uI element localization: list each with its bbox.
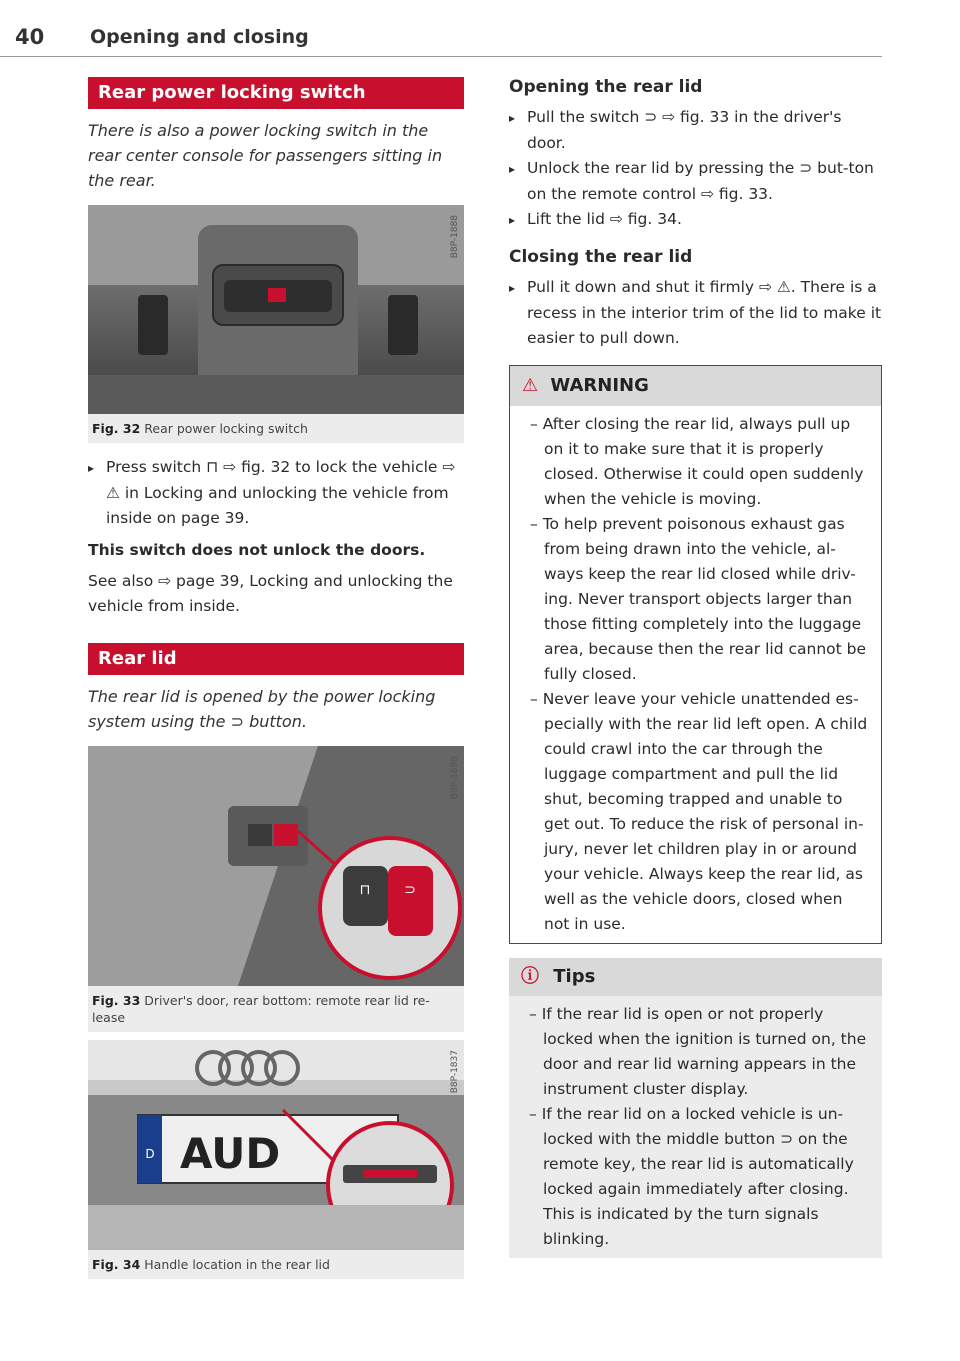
figure-label: Fig. 34 — [92, 1257, 141, 1272]
figure-label: Fig. 33 — [92, 993, 141, 1008]
page-header — [0, 22, 882, 57]
plate-country: D — [145, 1147, 155, 1161]
svg-text:⊃: ⊃ — [404, 882, 416, 898]
tips-title: Tips — [553, 966, 596, 987]
figure-32-image — [88, 205, 464, 414]
tips-box — [509, 958, 882, 1258]
tips-header — [509, 958, 882, 996]
list-item: – If the rear lid on a locked vehicle is un-locked with the middle button ⊃ on the remote key, the rear lid is automatically locked again immediately after closing. This is indicated by the turn signals blinking. — [529, 1105, 854, 1248]
plate-text: AUD — [180, 1129, 281, 1178]
warning-triangle-icon: ⚠ — [522, 375, 539, 396]
warning-header — [510, 366, 881, 406]
svg-text:⊓: ⊓ — [359, 882, 371, 898]
figure-caption-text: Rear power locking switch — [144, 421, 308, 436]
figure-code: B8P-1698 — [450, 756, 460, 800]
section-intro: There is also a power locking switch in the rear center console for passengers sitting in the rear. — [88, 121, 443, 190]
list-item-text: To help prevent poisonous exhaust gas from being drawn into the vehicle, al-ways keep the rear lid closed while driv-ing. Never transport objects larger than those fitting completely into the luggage area, because then the rear lid cannot be fully closed. — [542, 515, 867, 683]
list-item-text: Never leave your vehicle unattended es-pecially with the rear lid left open. A child could crawl into the car through the luggage compartment and pull the lid shut, becoming trapped and unable to get out. To reduce the risk of personal in-jury, never let children play in or around your vehicle. Always keep the rear lid, as well as the vehicle doors, closed when not in use. — [542, 690, 868, 933]
bold-note: This switch does not unlock the doors. — [88, 541, 426, 559]
door-release-illustration — [88, 746, 464, 986]
chapter-title: Opening and closing — [90, 26, 309, 48]
rear-lid-handle-illustration — [88, 1040, 464, 1250]
figure-label: Fig. 32 — [92, 421, 141, 436]
list-item: ▸ Pull it down and shut it firmly ⇨ ⚠. There is a recess in the interior trim of the lid to make it easier to pull down. — [509, 275, 882, 351]
list-item: ▸ Unlock the rear lid by pressing the ⊃ but-ton on the remote control ⇨ fig. 33. — [509, 156, 882, 207]
figure-caption — [88, 1250, 464, 1279]
list-item: – To help prevent poisonous exhaust gas from being drawn into the vehicle, al-ways keep the rear lid closed while driv-ing. Never transport objects larger than those fitting completely into the luggage area, because then the rear lid cannot be fully closed. — [530, 515, 867, 683]
warning-title: WARNING — [550, 375, 649, 396]
see-also: See also ⇨ page 39, Locking and unlocking the vehicle from inside. — [88, 572, 453, 615]
page-number: 40 — [15, 25, 45, 49]
figure-caption — [88, 414, 464, 443]
list-item: ▸ Pull the switch ⊃ ⇨ fig. 33 in the driver's door. — [509, 105, 882, 156]
warning-box — [509, 365, 882, 944]
figure-32 — [88, 205, 464, 443]
list-item-text: If the rear lid on a locked vehicle is un-locked with the middle button ⊃ on the remote key, the rear lid is automatically locked again immediately after closing. This is indicated by the turn signals blinking. — [541, 1105, 854, 1248]
figure-caption — [88, 986, 464, 1032]
info-icon: ⓘ — [521, 966, 539, 987]
heading-opening-rear-lid: Opening the rear lid — [509, 77, 703, 97]
list-item-text: If the rear lid is open or not properly locked when the ignition is turned on, the door and rear lid warning appears in the instrument cluster display. — [541, 1005, 867, 1098]
instruction-press-switch: ▸ Press switch ⊓ ⇨ fig. 32 to lock the vehicle ⇨ ⚠ in Locking and unlocking the vehicle from inside on page 39. — [88, 455, 464, 531]
left-column — [88, 77, 464, 1279]
figure-caption-text: Driver's door, rear bottom: remote rear lid re-lease — [92, 993, 430, 1025]
section-heading-rear-lid: Rear lid — [88, 643, 464, 675]
list-item: – If the rear lid is open or not properly locked when the ignition is turned on, the door and rear lid warning appears in the instrument cluster display. — [529, 1005, 867, 1098]
figure-33 — [88, 746, 464, 1032]
figure-34 — [88, 1040, 464, 1279]
console-switch-illustration — [88, 205, 464, 414]
list-item: – After closing the rear lid, always pull up on it to make sure that it is properly closed. Otherwise it could open suddenly when the vehicle is moving. — [530, 415, 864, 508]
tips-body — [509, 996, 882, 1258]
section-heading-rear-power-locking-switch: Rear power locking switch — [88, 77, 464, 109]
figure-caption-text: Handle location in the rear lid — [144, 1257, 330, 1272]
heading-closing-rear-lid: Closing the rear lid — [509, 247, 693, 267]
right-column — [509, 77, 882, 1258]
list-item: ▸ Lift the lid ⇨ fig. 34. — [509, 207, 882, 233]
figure-code: B8P-1888 — [450, 215, 460, 259]
figure-33-image — [88, 746, 464, 986]
list-item: – Never leave your vehicle unattended es-pecially with the rear lid left open. A child could crawl into the car through the luggage compartment and pull the lid shut, becoming trapped and unable to get out. To reduce the risk of personal in-jury, never let children play in or around your vehicle. Always keep the rear lid, as well as the vehicle doors, closed when not in use. — [530, 690, 868, 933]
section-intro: The rear lid is opened by the power locking system using the ⊃ button. — [88, 687, 436, 731]
warning-body — [510, 406, 881, 943]
figure-34-image — [88, 1040, 464, 1250]
list-item-text: After closing the rear lid, always pull up on it to make sure that it is properly closed. Otherwise it could open suddenly when the vehicle is moving. — [542, 415, 864, 508]
figure-code: B8P-1837 — [450, 1050, 460, 1094]
